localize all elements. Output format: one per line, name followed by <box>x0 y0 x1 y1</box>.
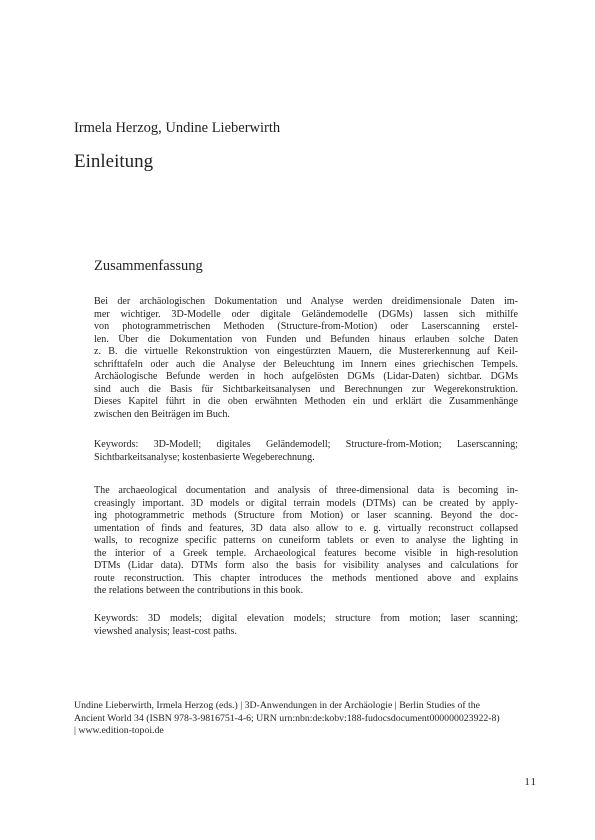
english-abstract-line: ing photogrammetric methods (Structure from Motion) or laser scanning. Beyond the doc- <box>94 510 518 521</box>
english-abstract-line: umentation of finds and features, 3D data also allow to e. g. virtually reconstruct collapsed <box>94 522 518 534</box>
english-abstract-line: The archaeological documentation and analysis of three-dimensional data is becoming in- <box>94 485 518 496</box>
english-abstract-line: the interior of a Greek temple. Archaeological features become visible in high-resolution <box>94 547 518 559</box>
german-abstract-line: Archäologische Befunde werden in hoch aufgelösten DGMs (Lidar-Daten) sichtbar. DGMs <box>94 371 518 382</box>
german-abstract-line: von photogrammetrischen Methoden (Structure-from-Motion) oder Laserscanning erstel- <box>94 321 518 332</box>
german-abstract-line: Dieses Kapitel führt in die oben erwähnten Methoden ein und erklärt die Zusammenhänge <box>94 396 518 407</box>
german-abstract-line: zwischen den Beiträgen im Buch. <box>94 408 230 420</box>
english-abstract-line: route reconstruction. This chapter introduces the methods mentioned above and explains <box>94 572 518 584</box>
english-keywords <box>94 613 518 638</box>
german-abstract-line: Bei der archäologischen Dokumentation und Analyse werden dreidimensionale Daten im- <box>94 296 518 307</box>
german-abstract-line: len. Über die Dokumentation von Funden und Befunden hinaus erlauben solche Daten <box>94 333 518 345</box>
citation-line: Undine Lieberwirth, Irmela Herzog (eds.) | 3D-Anwendungen in der Archäologie | Berlin Studies of the <box>74 700 481 711</box>
german-keywords-line: Keywords: 3D-Modell; digitales Geländemodell; Structure-from-Motion; Laserscanning; <box>94 439 518 450</box>
german-keywords-line: Sichtbarkeitsanalyse; kostenbasierte Wegeberechnung. <box>94 451 315 463</box>
english-abstract-paragraph <box>94 485 518 598</box>
chapter-authors: Irmela Herzog, Undine Lieberwirth <box>74 120 281 136</box>
abstract-heading: Zusammenfassung <box>94 258 203 274</box>
english-abstract-line: creasingly important. 3D models or digital terrain models (DTMs) can be created by apply- <box>94 497 518 509</box>
citation-line: | www.edition-topoi.de <box>74 725 164 736</box>
citation-footer <box>74 700 520 738</box>
chapter-title: Einleitung <box>74 151 154 172</box>
german-abstract-line: mer wichtiger. 3D-Modelle oder digitale Geländemodelle (DGMs) lassen sich mithilfe <box>94 308 518 320</box>
german-abstract-line: schrifttafeln oder auch die Analyse der Beleuchtung im Innern eines griechischen Tempels. <box>94 358 518 370</box>
english-keywords-line: Keywords: 3D models; digital elevation models; structure from motion; laser scanning; <box>94 613 518 624</box>
page-number: 11 <box>524 776 537 788</box>
german-keywords <box>94 439 518 464</box>
english-abstract-line: walls, to recognize specific patterns on cuneiform tablets or even to analyse the lighting in <box>94 535 518 546</box>
german-abstract-line: z. B. die virtuelle Rekonstruktion von eingestürzten Mauern, die Mustererkennung auf Keil- <box>94 346 518 357</box>
german-abstract-paragraph <box>94 296 518 421</box>
english-keywords-line: viewshed analysis; least-cost paths. <box>94 625 237 637</box>
citation-line: Ancient World 34 (ISBN 978-3-9816751-4-6; URN urn:nbn:de:kobv:188-fudocsdocument000000023922-8) <box>74 712 500 724</box>
english-abstract-line: the relations between the contributions in this book. <box>94 585 304 596</box>
german-abstract-line: sind auch die Basis für Sichtbarkeitsanalysen und Berechnungen zur Wegerekonstruktion. <box>94 383 518 395</box>
english-abstract-line: DTMs (Lidar data). DTMs form also the basis for visibility analyses and calculations for <box>94 560 518 571</box>
